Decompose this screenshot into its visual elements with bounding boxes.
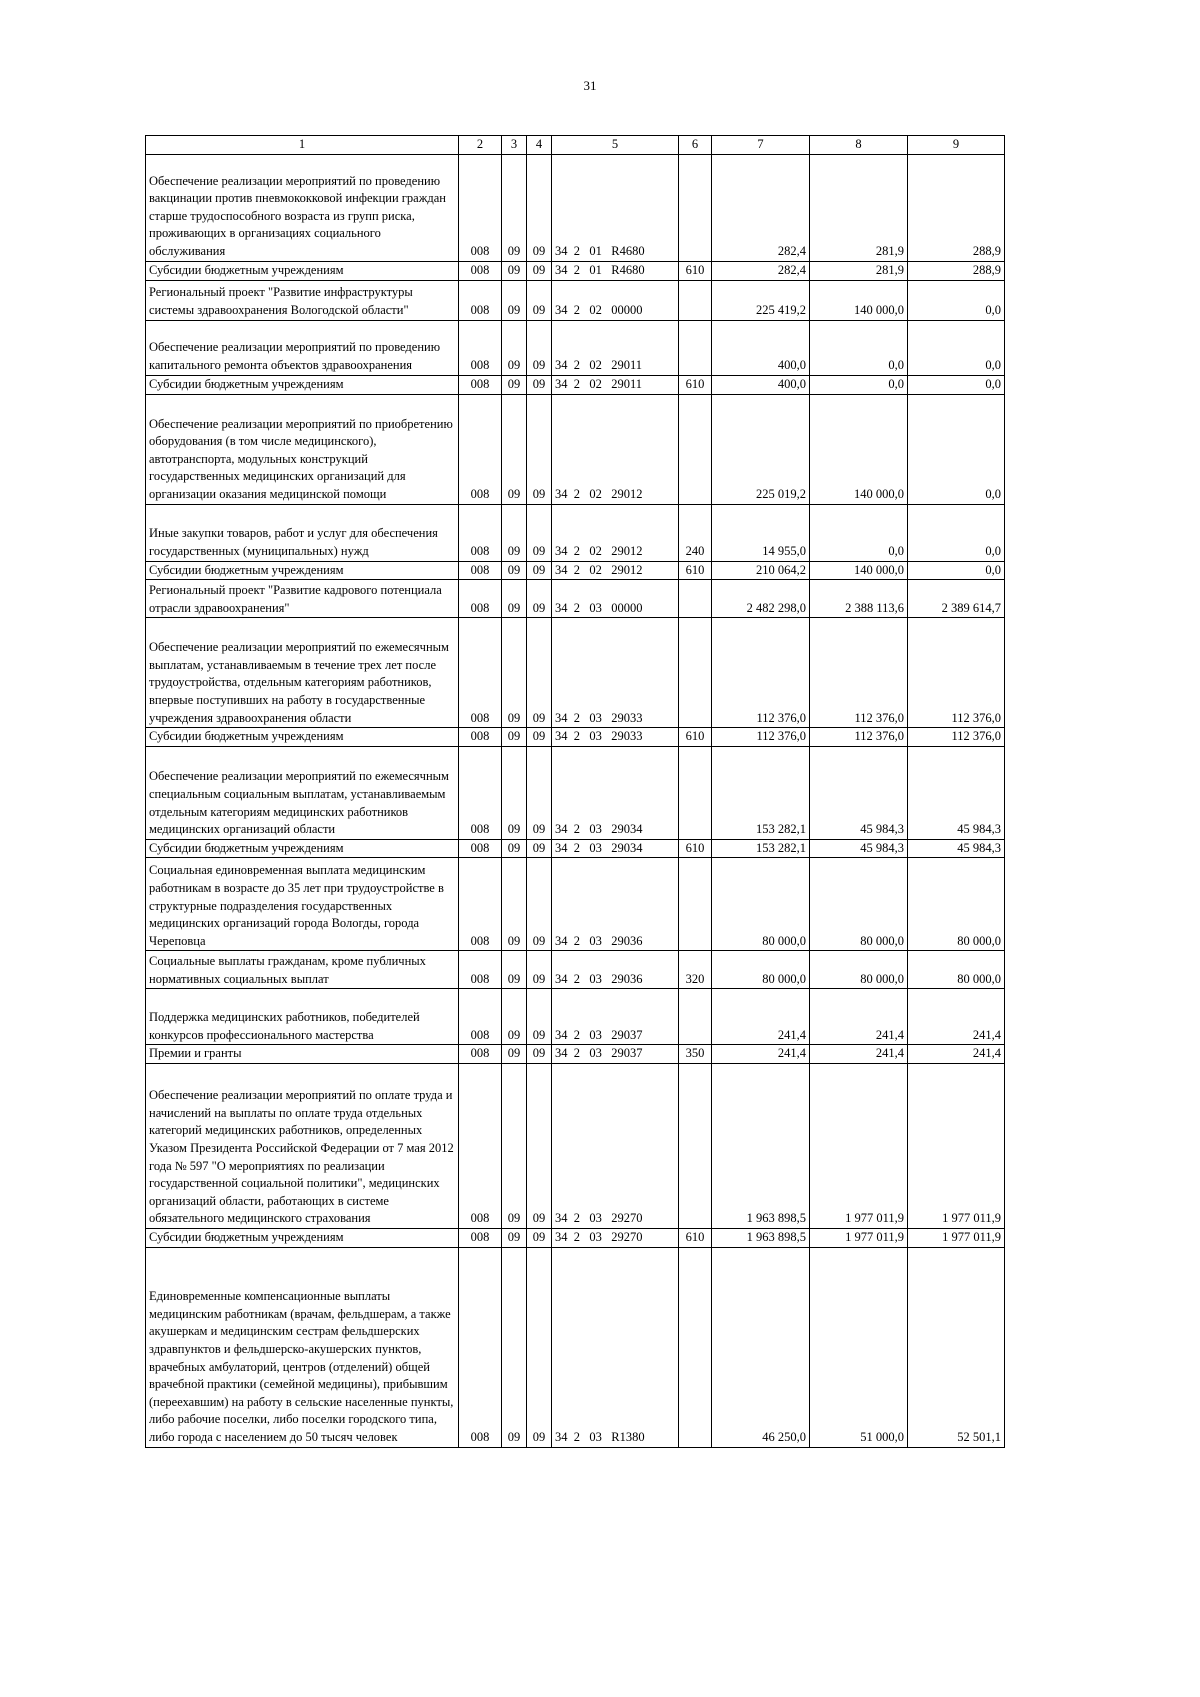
- row-expense-type: [679, 580, 712, 618]
- row-expense-type: [679, 394, 712, 504]
- table-row: [146, 320, 1005, 375]
- row-value-col7: 2 482 298,0: [712, 580, 810, 618]
- row-ministry-code: 008: [459, 394, 502, 504]
- header-col-1: 1: [146, 136, 459, 155]
- row-target-code: 34 2 01 R4680: [552, 261, 679, 280]
- row-value-col9: 241,4: [908, 1045, 1005, 1064]
- header-col-2: 2: [459, 136, 502, 155]
- row-section-code: 09: [502, 375, 527, 394]
- row-expense-type: 240: [679, 504, 712, 561]
- row-ministry-code: 008: [459, 728, 502, 747]
- row-name: Субсидии бюджетным учреждениям: [146, 561, 459, 580]
- row-target-code: 34 2 02 29012: [552, 504, 679, 561]
- row-value-col8: 2 388 113,6: [810, 580, 908, 618]
- row-value-col7: 1 963 898,5: [712, 1228, 810, 1247]
- row-ministry-code: 008: [459, 1228, 502, 1247]
- row-value-col7: 400,0: [712, 320, 810, 375]
- row-subsection-code: 09: [527, 154, 552, 261]
- row-ministry-code: 008: [459, 618, 502, 728]
- row-section-code: 09: [502, 280, 527, 320]
- row-target-code: 34 2 02 29011: [552, 375, 679, 394]
- row-value-col7: 80 000,0: [712, 858, 810, 951]
- table-row: [146, 280, 1005, 320]
- row-value-col9: 288,9: [908, 154, 1005, 261]
- row-subsection-code: 09: [527, 280, 552, 320]
- row-ministry-code: 008: [459, 375, 502, 394]
- row-section-code: 09: [502, 1045, 527, 1064]
- table-row: [146, 394, 1005, 504]
- row-value-col7: 225 419,2: [712, 280, 810, 320]
- row-value-col8: 281,9: [810, 154, 908, 261]
- row-section-code: 09: [502, 504, 527, 561]
- row-name: Поддержка медицинских работников, победителей конкурсов профессионального мастерства: [146, 989, 459, 1045]
- row-target-code: 34 2 02 29012: [552, 561, 679, 580]
- header-col-4: 4: [527, 136, 552, 155]
- row-subsection-code: 09: [527, 989, 552, 1045]
- row-value-col9: 1 977 011,9: [908, 1063, 1005, 1228]
- page-number: 31: [583, 78, 597, 93]
- row-value-col8: 1 977 011,9: [810, 1228, 908, 1247]
- row-ministry-code: 008: [459, 561, 502, 580]
- header-col-7: 7: [712, 136, 810, 155]
- row-expense-type: [679, 320, 712, 375]
- row-section-code: 09: [502, 580, 527, 618]
- row-value-col8: 112 376,0: [810, 728, 908, 747]
- row-expense-type: 610: [679, 375, 712, 394]
- row-name: Субсидии бюджетным учреждениям: [146, 375, 459, 394]
- table-row: [146, 1247, 1005, 1447]
- row-ministry-code: 008: [459, 320, 502, 375]
- row-value-col8: 1 977 011,9: [810, 1063, 908, 1228]
- row-section-code: 09: [502, 746, 527, 839]
- row-value-col8: 0,0: [810, 375, 908, 394]
- row-expense-type: 610: [679, 561, 712, 580]
- row-expense-type: 610: [679, 1228, 712, 1247]
- row-value-col9: 80 000,0: [908, 858, 1005, 951]
- row-name: Субсидии бюджетным учреждениям: [146, 261, 459, 280]
- row-value-col7: 282,4: [712, 261, 810, 280]
- row-value-col9: 241,4: [908, 989, 1005, 1045]
- row-subsection-code: 09: [527, 858, 552, 951]
- row-value-col8: 0,0: [810, 504, 908, 561]
- row-name: Премии и гранты: [146, 1045, 459, 1064]
- row-value-col8: 51 000,0: [810, 1247, 908, 1447]
- row-value-col8: 281,9: [810, 261, 908, 280]
- row-subsection-code: 09: [527, 618, 552, 728]
- row-expense-type: 610: [679, 728, 712, 747]
- row-value-col8: 140 000,0: [810, 280, 908, 320]
- row-target-code: 34 2 03 29037: [552, 1045, 679, 1064]
- row-name: Региональный проект "Развитие кадрового потенциала отрасли здравоохранения": [146, 580, 459, 618]
- row-name: Субсидии бюджетным учреждениям: [146, 1228, 459, 1247]
- table-row: [146, 618, 1005, 728]
- row-section-code: 09: [502, 989, 527, 1045]
- row-section-code: 09: [502, 951, 527, 989]
- row-section-code: 09: [502, 261, 527, 280]
- row-value-col9: 2 389 614,7: [908, 580, 1005, 618]
- row-value-col7: 153 282,1: [712, 839, 810, 858]
- row-ministry-code: 008: [459, 504, 502, 561]
- table-row: [146, 154, 1005, 261]
- table-row: [146, 261, 1005, 280]
- row-target-code: 34 2 03 00000: [552, 580, 679, 618]
- row-value-col8: 241,4: [810, 989, 908, 1045]
- row-expense-type: [679, 1063, 712, 1228]
- row-name: Обеспечение реализации мероприятий по приобретению оборудования (в том числе медицинского), автотранспорта, модульных конструкций государственных медицинских организаций для организации оказания медицинской помощи: [146, 394, 459, 504]
- row-value-col9: 0,0: [908, 280, 1005, 320]
- row-value-col9: 0,0: [908, 375, 1005, 394]
- table-row: [146, 580, 1005, 618]
- row-section-code: 09: [502, 618, 527, 728]
- row-section-code: 09: [502, 1247, 527, 1447]
- row-value-col7: 210 064,2: [712, 561, 810, 580]
- header-row: [146, 136, 1005, 155]
- table-row: [146, 989, 1005, 1045]
- row-expense-type: 610: [679, 261, 712, 280]
- row-subsection-code: 09: [527, 1045, 552, 1064]
- row-target-code: 34 2 03 29034: [552, 839, 679, 858]
- budget-table: [145, 135, 1005, 1448]
- row-name: Обеспечение реализации мероприятий по ежемесячным специальным социальным выплатам, устанавливаемым отдельным категориям медицинских работников медицинских организаций области: [146, 746, 459, 839]
- row-name: Обеспечение реализации мероприятий по ежемесячным выплатам, устанавливаемым в течение трех лет после трудоустройства, отдельным категориям работников, впервые поступивших на работу в государственные учреждения здравоохранения области: [146, 618, 459, 728]
- row-section-code: 09: [502, 320, 527, 375]
- row-ministry-code: 008: [459, 951, 502, 989]
- row-target-code: 34 2 03 29034: [552, 746, 679, 839]
- row-subsection-code: 09: [527, 580, 552, 618]
- row-subsection-code: 09: [527, 561, 552, 580]
- row-value-col9: 288,9: [908, 261, 1005, 280]
- row-value-col8: 241,4: [810, 1045, 908, 1064]
- row-value-col9: 52 501,1: [908, 1247, 1005, 1447]
- row-section-code: 09: [502, 728, 527, 747]
- row-target-code: 34 2 03 29037: [552, 989, 679, 1045]
- table-row: [146, 858, 1005, 951]
- row-target-code: 34 2 03 29033: [552, 728, 679, 747]
- row-ministry-code: 008: [459, 989, 502, 1045]
- row-value-col9: 0,0: [908, 394, 1005, 504]
- row-name: Социальная единовременная выплата медицинским работникам в возрасте до 35 лет при трудоустройстве в структурные подразделения государственных медицинских организаций города Вологды, города Череповца: [146, 858, 459, 951]
- row-subsection-code: 09: [527, 746, 552, 839]
- table-row: [146, 1228, 1005, 1247]
- row-name: Единовременные компенсационные выплаты медицинским работникам (врачам, фельдшерам, а также акушеркам и медицинским сестрам фельдшерских здравпунктов и фельдшерско-акушерских пунктов, врачебных амбулаторий, центров (отделений) общей врачебной практики (семейной медицины), прибывшим (переехавшим) на работу в сельские населенные пункты, либо рабочие поселки, либо поселки городского типа, либо города с населением до 50 тысяч человек: [146, 1247, 459, 1447]
- header-col-3: 3: [502, 136, 527, 155]
- row-target-code: 34 2 03 29033: [552, 618, 679, 728]
- row-value-col7: 112 376,0: [712, 618, 810, 728]
- row-value-col7: 153 282,1: [712, 746, 810, 839]
- row-expense-type: [679, 1247, 712, 1447]
- row-ministry-code: 008: [459, 580, 502, 618]
- row-name: Субсидии бюджетным учреждениям: [146, 839, 459, 858]
- table-row: [146, 1045, 1005, 1064]
- header-col-6: 6: [679, 136, 712, 155]
- row-value-col7: 225 019,2: [712, 394, 810, 504]
- row-expense-type: [679, 858, 712, 951]
- row-target-code: 34 2 03 29036: [552, 858, 679, 951]
- row-value-col9: 0,0: [908, 320, 1005, 375]
- table-row: [146, 1063, 1005, 1228]
- row-ministry-code: 008: [459, 154, 502, 261]
- table-row: [146, 728, 1005, 747]
- row-section-code: 09: [502, 1063, 527, 1228]
- table-row: [146, 504, 1005, 561]
- row-value-col8: 140 000,0: [810, 394, 908, 504]
- row-value-col7: 282,4: [712, 154, 810, 261]
- header-col-5: 5: [552, 136, 679, 155]
- table-row: [146, 746, 1005, 839]
- row-target-code: 34 2 02 29012: [552, 394, 679, 504]
- row-target-code: 34 2 02 29011: [552, 320, 679, 375]
- row-target-code: 34 2 03 R1380: [552, 1247, 679, 1447]
- row-value-col9: 1 977 011,9: [908, 1228, 1005, 1247]
- table-row: [146, 839, 1005, 858]
- row-name: Обеспечение реализации мероприятий по проведению вакцинации против пневмококковой инфекции граждан старше трудоспособного возраста из групп риска, проживающих в организациях социального обслуживания: [146, 154, 459, 261]
- row-target-code: 34 2 03 29270: [552, 1228, 679, 1247]
- row-value-col7: 241,4: [712, 989, 810, 1045]
- row-section-code: 09: [502, 154, 527, 261]
- row-name: Иные закупки товаров, работ и услуг для обеспечения государственных (муниципальных) нужд: [146, 504, 459, 561]
- row-value-col8: 112 376,0: [810, 618, 908, 728]
- header-col-9: 9: [908, 136, 1005, 155]
- row-section-code: 09: [502, 858, 527, 951]
- row-name: Субсидии бюджетным учреждениям: [146, 728, 459, 747]
- row-expense-type: [679, 746, 712, 839]
- row-value-col7: 112 376,0: [712, 728, 810, 747]
- row-value-col8: 140 000,0: [810, 561, 908, 580]
- row-subsection-code: 09: [527, 375, 552, 394]
- row-section-code: 09: [502, 394, 527, 504]
- row-expense-type: 610: [679, 839, 712, 858]
- row-value-col9: 112 376,0: [908, 728, 1005, 747]
- row-ministry-code: 008: [459, 1045, 502, 1064]
- row-target-code: 34 2 03 29270: [552, 1063, 679, 1228]
- row-value-col9: 112 376,0: [908, 618, 1005, 728]
- row-value-col8: 80 000,0: [810, 951, 908, 989]
- row-target-code: 34 2 01 R4680: [552, 154, 679, 261]
- row-value-col9: 80 000,0: [908, 951, 1005, 989]
- row-ministry-code: 008: [459, 280, 502, 320]
- row-value-col7: 14 955,0: [712, 504, 810, 561]
- row-value-col8: 0,0: [810, 320, 908, 375]
- row-subsection-code: 09: [527, 1247, 552, 1447]
- row-expense-type: 320: [679, 951, 712, 989]
- row-subsection-code: 09: [527, 394, 552, 504]
- row-subsection-code: 09: [527, 728, 552, 747]
- row-subsection-code: 09: [527, 951, 552, 989]
- row-name: Региональный проект "Развитие инфраструктуры системы здравоохранения Вологодской области": [146, 280, 459, 320]
- row-value-col8: 45 984,3: [810, 746, 908, 839]
- row-expense-type: [679, 618, 712, 728]
- table-row: [146, 951, 1005, 989]
- row-ministry-code: 008: [459, 1247, 502, 1447]
- row-name: Социальные выплаты гражданам, кроме публичных нормативных социальных выплат: [146, 951, 459, 989]
- row-name: Обеспечение реализации мероприятий по проведению капитального ремонта объектов здравоохранения: [146, 320, 459, 375]
- row-subsection-code: 09: [527, 320, 552, 375]
- row-subsection-code: 09: [527, 839, 552, 858]
- row-section-code: 09: [502, 1228, 527, 1247]
- row-value-col7: 400,0: [712, 375, 810, 394]
- row-expense-type: [679, 989, 712, 1045]
- row-ministry-code: 008: [459, 858, 502, 951]
- row-ministry-code: 008: [459, 839, 502, 858]
- row-subsection-code: 09: [527, 1063, 552, 1228]
- table-row: [146, 375, 1005, 394]
- row-value-col9: 45 984,3: [908, 746, 1005, 839]
- row-subsection-code: 09: [527, 261, 552, 280]
- row-ministry-code: 008: [459, 261, 502, 280]
- row-value-col7: 1 963 898,5: [712, 1063, 810, 1228]
- row-value-col7: 46 250,0: [712, 1247, 810, 1447]
- row-value-col9: 45 984,3: [908, 839, 1005, 858]
- row-subsection-code: 09: [527, 504, 552, 561]
- row-value-col7: 241,4: [712, 1045, 810, 1064]
- row-value-col9: 0,0: [908, 561, 1005, 580]
- row-ministry-code: 008: [459, 746, 502, 839]
- row-expense-type: [679, 154, 712, 261]
- row-value-col8: 80 000,0: [810, 858, 908, 951]
- row-name: Обеспечение реализации мероприятий по оплате труда и начислений на выплаты по оплате труда отдельных категорий медицинских работников, определенных Указом Президента Российской Федерации от 7 мая 2012 года № 597 "О мероприятиях по реализации государственной социальной политики", медицинских организаций области, работающих в системе обязательного медицинского страхования: [146, 1063, 459, 1228]
- row-ministry-code: 008: [459, 1063, 502, 1228]
- row-value-col7: 80 000,0: [712, 951, 810, 989]
- row-section-code: 09: [502, 561, 527, 580]
- row-section-code: 09: [502, 839, 527, 858]
- row-target-code: 34 2 03 29036: [552, 951, 679, 989]
- row-value-col9: 0,0: [908, 504, 1005, 561]
- row-expense-type: 350: [679, 1045, 712, 1064]
- row-target-code: 34 2 02 00000: [552, 280, 679, 320]
- row-value-col8: 45 984,3: [810, 839, 908, 858]
- header-col-8: 8: [810, 136, 908, 155]
- table-row: [146, 561, 1005, 580]
- row-subsection-code: 09: [527, 1228, 552, 1247]
- row-expense-type: [679, 280, 712, 320]
